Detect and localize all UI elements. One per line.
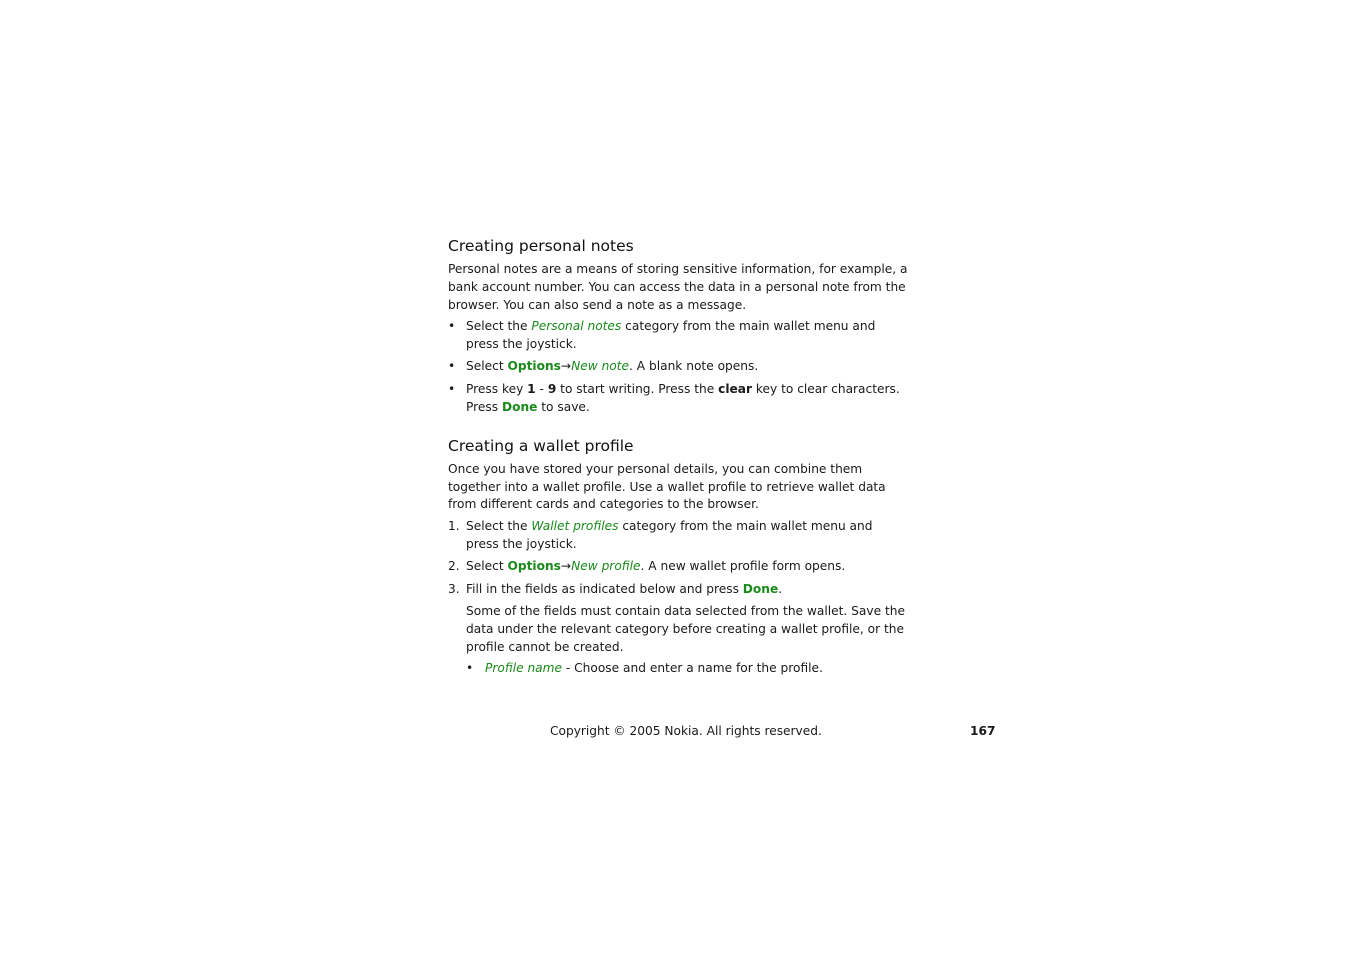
done-label: Done (501, 399, 538, 414)
profile-fields-list (448, 660, 908, 678)
personal-notes-link: Personal notes (531, 319, 622, 334)
personal-notes-intro: Personal notes are a means of storing sensitive information, for example, a bank account number. You can access the data in a personal note from the browser. You can also send a note as a message. (448, 262, 908, 312)
arrow-icon: → (560, 559, 572, 574)
list-item: 3. Fill in the fields as indicated below and press Done. (448, 581, 783, 596)
list-item: • Press key 1 - 9 to start writing. Press the clear key to clear characters. Press Done to save. (448, 381, 908, 417)
wallet-profile-intro: Once you have stored your personal details, you can combine them together into a wallet profile. Use a wallet profile to retrieve wallet data from different cards and categories to the browser. (448, 461, 886, 512)
profile-name-label: Profile name (485, 661, 563, 676)
page-number: 167 (970, 724, 996, 738)
fields-note: Some of the fields must contain data selected from the wallet. Save the data under the relevant category before creating a wallet profile, or the profile cannot be created. (466, 603, 905, 654)
new-profile-label: New profile (571, 559, 641, 574)
options-menu-label: Options (507, 359, 561, 374)
clear-key-label: clear (718, 381, 753, 396)
new-note-label: New note (571, 359, 630, 374)
list-item: • Select Options→New note. A blank note opens. (448, 358, 908, 376)
list-item: • Select the Personal notes category from the main wallet menu and press the joystick. (448, 318, 908, 354)
key-label: 9 (547, 381, 557, 396)
section-heading-personal-notes: Creating personal notes (448, 237, 634, 255)
arrow-icon: → (560, 359, 572, 374)
wallet-profile-steps (448, 518, 908, 598)
copyright-text: Copyright © 2005 Nokia. All rights reserved. (550, 724, 822, 738)
key-label: 1 (527, 381, 536, 396)
page-content (448, 236, 908, 683)
wallet-profiles-link: Wallet profiles (531, 519, 619, 534)
list-item: 1. Select the Wallet profiles category from the main wallet menu and press the joystick. (448, 519, 873, 552)
done-label: Done (742, 581, 779, 596)
options-menu-label: Options (507, 559, 561, 574)
personal-notes-bullets (448, 318, 908, 416)
list-item: • Profile name - Choose and enter a name for the profile. (448, 660, 908, 678)
section-heading-wallet-profile: Creating a wallet profile (448, 436, 634, 455)
list-item: 2. Select Options→New profile. A new wallet profile form opens. (448, 559, 846, 574)
